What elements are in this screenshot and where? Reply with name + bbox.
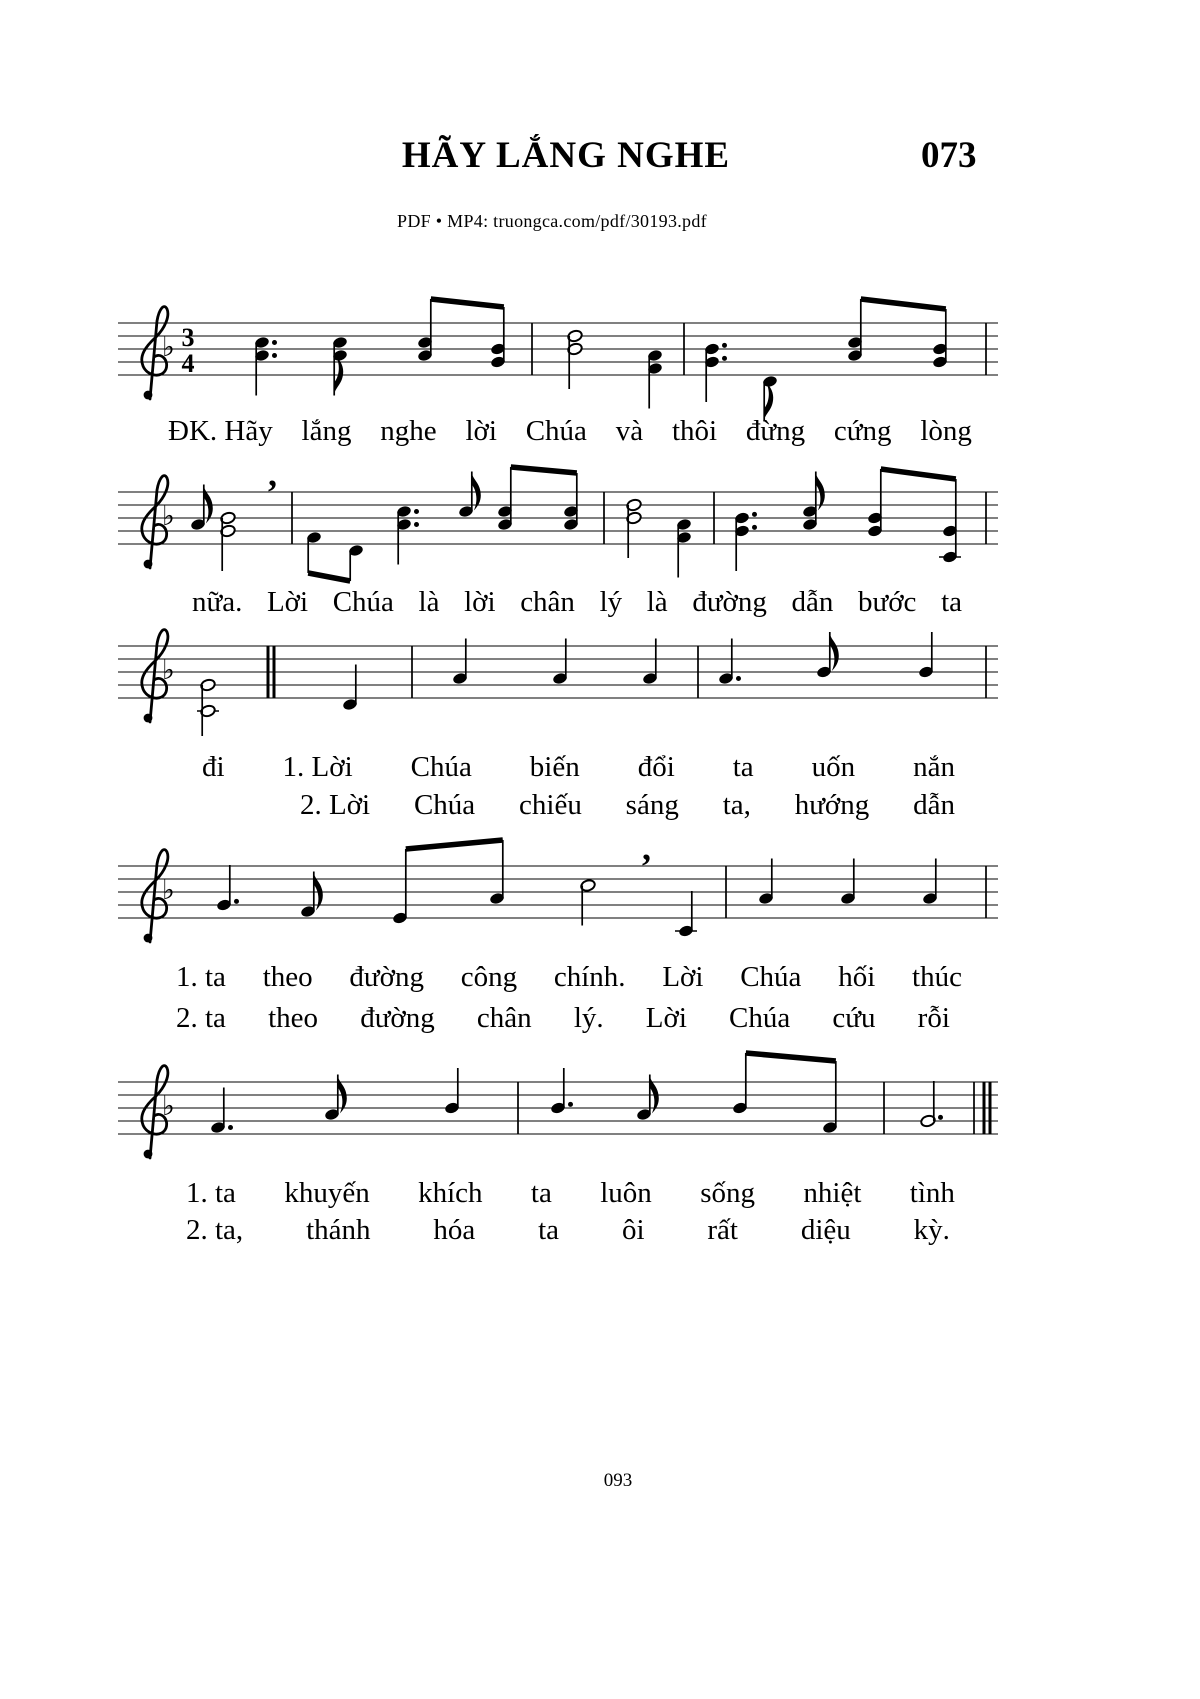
lyric-word: lòng xyxy=(920,415,972,447)
beam xyxy=(861,299,946,309)
augmentation-dot xyxy=(228,1125,233,1130)
lyric-word: chân xyxy=(520,586,575,618)
song-title: HÃY LẮNG NGHE xyxy=(401,135,731,176)
lyric-word: 2. ta, xyxy=(186,1214,244,1246)
lyric-word: chiếu xyxy=(519,789,582,821)
lyric-word: Chúa xyxy=(410,751,472,783)
lyrics-line-6 xyxy=(176,1001,950,1035)
lyric-word: bước xyxy=(858,586,917,618)
lyric-word: Chúa xyxy=(729,1002,791,1034)
lyric-word: Chúa xyxy=(413,789,476,821)
lyrics-line-1 xyxy=(168,414,972,448)
flat-sign-icon: ♭ xyxy=(162,655,175,686)
lyric-word: ta, xyxy=(722,789,751,821)
lyric-word: lời xyxy=(464,586,496,618)
lyric-word: lời xyxy=(465,415,497,447)
lyric-word: đường xyxy=(692,586,767,618)
lyric-word: 1. ta xyxy=(176,961,226,993)
lyric-word: 1. ta xyxy=(186,1177,236,1209)
lyric-word: công xyxy=(460,961,518,993)
lyric-word: 2. ta xyxy=(176,1002,226,1034)
lyric-word: chân xyxy=(476,1002,532,1034)
beam xyxy=(881,469,956,479)
lyric-word: ôi xyxy=(621,1214,645,1246)
lyric-word: Chúa xyxy=(332,586,394,618)
lyric-word: lý. xyxy=(573,1002,604,1034)
staff-system-5 xyxy=(118,1042,998,1192)
lyrics-line-2 xyxy=(192,585,962,619)
breath-mark-icon: , xyxy=(642,828,651,868)
breath-mark-icon: , xyxy=(268,454,277,494)
lyric-word: nhiệt xyxy=(803,1177,862,1209)
lyric-word: theo xyxy=(268,1002,319,1034)
flat-sign-icon: ♭ xyxy=(162,501,175,532)
time-signature-lower: 4 xyxy=(181,349,195,378)
lyric-word: 2. Lời xyxy=(300,789,371,821)
lyric-word: thôi xyxy=(671,415,718,447)
lyric-word: đừng xyxy=(745,415,806,447)
lyric-word: khuyến xyxy=(284,1177,370,1209)
lyrics-line-3 xyxy=(202,750,955,784)
lyric-word: hướng xyxy=(794,789,870,821)
beam xyxy=(431,299,504,307)
lyric-word: rất xyxy=(707,1214,738,1246)
lyric-word: và xyxy=(615,415,644,447)
lyric-word: dẫn xyxy=(791,586,834,618)
lyric-word: là xyxy=(646,586,668,618)
lyric-word: tình xyxy=(909,1177,955,1209)
lyric-word: Lời xyxy=(662,961,704,993)
lyrics-line-5 xyxy=(176,960,962,994)
lyric-word: theo xyxy=(262,961,313,993)
augmentation-dot xyxy=(736,676,741,681)
song-number: 073 xyxy=(921,135,977,176)
lyric-word: ta xyxy=(732,751,754,783)
augmentation-dot xyxy=(414,509,419,514)
staff-system-4 xyxy=(118,826,998,976)
flat-sign-icon: ♭ xyxy=(162,1091,175,1122)
augmentation-dot xyxy=(938,1115,943,1120)
lyric-word: thúc xyxy=(912,961,962,993)
lyric-word: diệu xyxy=(800,1214,851,1246)
lyric-word: ĐK. Hãy xyxy=(168,415,273,447)
page-number: 093 xyxy=(603,1470,633,1491)
augmentation-dot xyxy=(272,353,277,358)
treble-clef-icon xyxy=(144,714,153,723)
lyric-word: Lời xyxy=(266,586,309,618)
eighth-flag-icon xyxy=(830,632,839,671)
lyric-word: hóa xyxy=(433,1214,476,1246)
lyric-word: lắng xyxy=(301,415,352,447)
augmentation-dot xyxy=(414,522,419,527)
augmentation-dot xyxy=(752,525,757,530)
lyric-word: nắn xyxy=(913,751,955,783)
lyric-word: kỳ. xyxy=(913,1214,950,1246)
flat-sign-icon: ♭ xyxy=(162,875,175,906)
lyric-word: đổi xyxy=(637,751,675,783)
treble-clef-icon xyxy=(144,560,153,569)
lyric-word: nữa. xyxy=(192,586,243,618)
lyric-word: khích xyxy=(418,1177,483,1209)
lyric-word: rỗi xyxy=(917,1002,950,1034)
lyric-word: đường xyxy=(349,961,424,993)
lyrics-line-8 xyxy=(186,1213,950,1247)
beam xyxy=(746,1053,836,1061)
augmentation-dot xyxy=(722,356,727,361)
lyric-word: đi xyxy=(202,751,225,783)
time-signature-upper: 3 xyxy=(181,323,195,352)
lyric-word: cứng xyxy=(833,415,892,447)
lyric-word: biến xyxy=(529,751,580,783)
augmentation-dot xyxy=(722,343,727,348)
lyric-word: Chúa xyxy=(525,415,587,447)
lyric-word: nghe xyxy=(380,415,437,447)
augmentation-dot xyxy=(752,512,757,517)
lyric-word: uốn xyxy=(811,751,856,783)
lyric-word: Chúa xyxy=(740,961,802,993)
lyric-word: chính. xyxy=(553,961,626,993)
beam xyxy=(511,467,577,473)
staff-system-3 xyxy=(118,606,998,756)
treble-clef-icon xyxy=(144,934,153,943)
treble-clef-icon xyxy=(144,391,153,400)
augmentation-dot xyxy=(272,340,277,345)
song-subtitle-link: PDF • MP4: truongca.com/pdf/30193.pdf xyxy=(397,211,707,231)
beam xyxy=(406,840,503,849)
lyric-word: 1. Lời xyxy=(282,751,353,783)
beam xyxy=(308,573,350,581)
flat-sign-icon: ♭ xyxy=(162,332,175,363)
lyric-word: Lời xyxy=(645,1002,687,1034)
lyric-word: lý xyxy=(599,586,623,618)
augmentation-dot xyxy=(234,899,239,904)
staff-system-2 xyxy=(118,452,998,602)
lyric-word: là xyxy=(418,586,440,618)
lyric-word: sáng xyxy=(625,789,679,821)
lyrics-line-4 xyxy=(300,788,955,822)
treble-clef-icon xyxy=(144,1150,153,1159)
lyric-word: ta xyxy=(530,1177,552,1209)
lyric-word: ta xyxy=(941,586,962,618)
lyric-word: luôn xyxy=(600,1177,652,1209)
lyric-word: sống xyxy=(700,1177,755,1209)
lyric-word: ta xyxy=(538,1214,560,1246)
lyric-word: thánh xyxy=(306,1214,371,1246)
lyric-word: đường xyxy=(360,1002,435,1034)
lyrics-line-7 xyxy=(186,1176,955,1210)
augmentation-dot xyxy=(568,1102,573,1107)
staff-system-1 xyxy=(118,283,998,433)
lyric-word: dẫn xyxy=(913,789,955,821)
lyric-word: cứu xyxy=(832,1002,876,1034)
lyric-word: hối xyxy=(838,961,876,993)
